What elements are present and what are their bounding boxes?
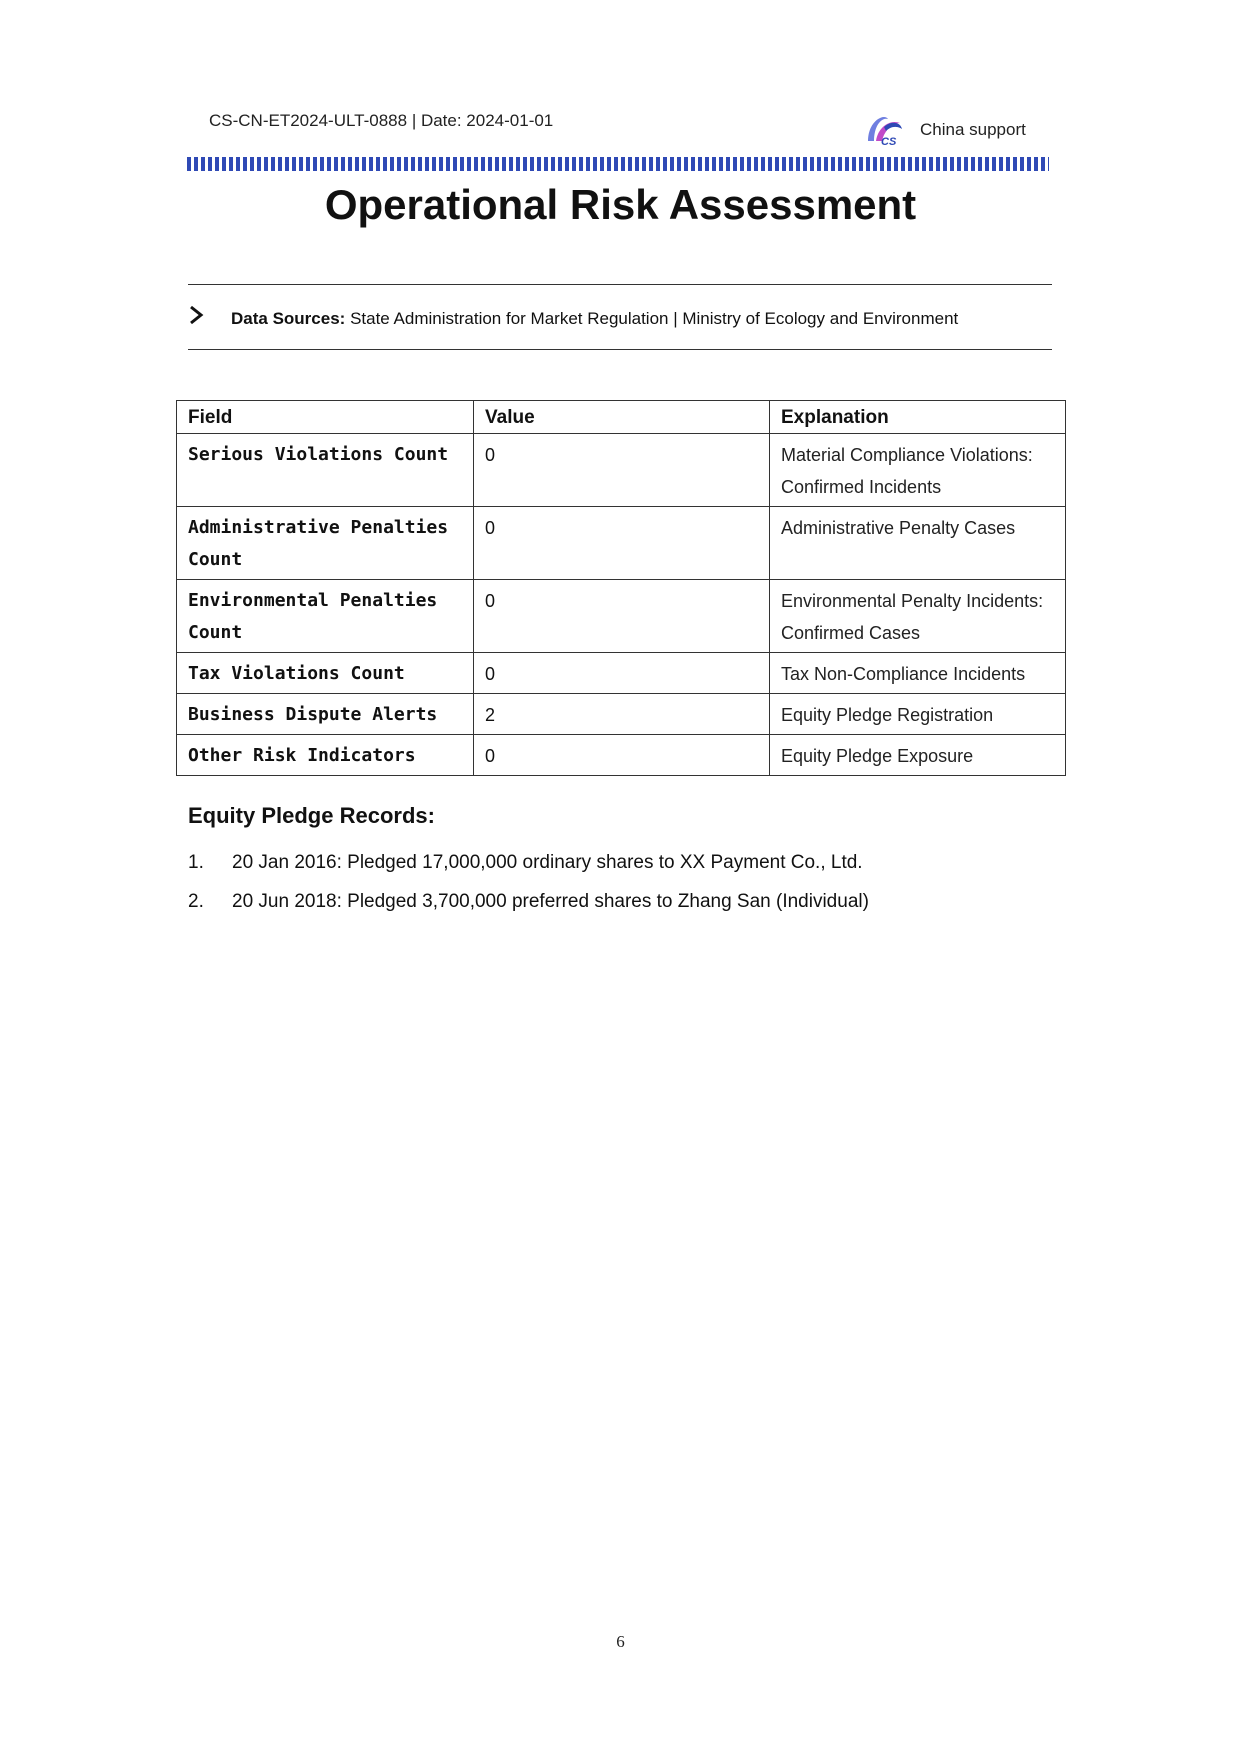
- table-row: [177, 507, 1066, 580]
- row-explanation: Tax Non-Compliance Incidents: [770, 653, 1066, 694]
- row-value: 0: [474, 507, 770, 580]
- row-explanation: Material Compliance Violations: Confirmed Incidents: [770, 434, 1066, 507]
- data-sources-text: State Administration for Market Regulation | Ministry of Ecology and Environment: [350, 309, 959, 328]
- risk-table: [176, 400, 1066, 776]
- equity-pledge-records-heading: Equity Pledge Records:: [188, 803, 435, 828]
- row-explanation: Environmental Penalty Incidents: Confirmed Cases: [770, 580, 1066, 653]
- cs-logo-icon: [862, 111, 904, 147]
- column-header-value: Value: [474, 401, 770, 434]
- chevron-right-icon: [188, 305, 204, 325]
- table-row: [177, 434, 1066, 507]
- list-item-number: 1.: [188, 852, 204, 873]
- column-header-explanation: Explanation: [770, 401, 1066, 434]
- table-row: [177, 735, 1066, 776]
- table-header-row: [177, 401, 1066, 434]
- list-item-number: 2.: [188, 891, 204, 912]
- row-field: Serious Violations Count: [177, 434, 474, 507]
- row-value: 2: [474, 694, 770, 735]
- row-explanation: Equity Pledge Registration: [770, 694, 1066, 735]
- row-explanation: Equity Pledge Exposure: [770, 735, 1066, 776]
- list-item: [188, 882, 869, 921]
- page-title: Operational Risk Assessment: [324, 181, 917, 228]
- row-value: 0: [474, 653, 770, 694]
- row-value: 0: [474, 735, 770, 776]
- row-value: 0: [474, 434, 770, 507]
- list-item-text: 20 Jan 2016: Pledged 17,000,000 ordinary shares to XX Payment Co., Ltd.: [232, 852, 863, 873]
- row-explanation: Administrative Penalty Cases: [770, 507, 1066, 580]
- row-field: Tax Violations Count: [177, 653, 474, 694]
- organization-name: China support: [920, 120, 1026, 139]
- list-item-text: 20 Jun 2018: Pledged 3,700,000 preferred shares to Zhang San (Individual): [232, 891, 869, 912]
- row-value: 0: [474, 580, 770, 653]
- document-reference: CS-CN-ET2024-ULT-0888 | Date: 2024-01-01: [209, 111, 554, 130]
- data-sources: [231, 309, 958, 329]
- data-sources-label: Data Sources:: [231, 309, 346, 328]
- list-item: [188, 843, 869, 882]
- svg-text:CS: CS: [881, 136, 897, 147]
- row-field: Other Risk Indicators: [177, 735, 474, 776]
- row-field: Environmental Penalties Count: [177, 580, 474, 653]
- header-divider: [187, 157, 1049, 171]
- column-header-field: Field: [177, 401, 474, 434]
- sources-top-rule: [188, 284, 1052, 285]
- page-number: 6: [616, 1632, 625, 1651]
- row-field: Administrative Penalties Count: [177, 507, 474, 580]
- sources-bottom-rule: [188, 349, 1052, 350]
- row-field: Business Dispute Alerts: [177, 694, 474, 735]
- table-row: [177, 694, 1066, 735]
- table-row: [177, 580, 1066, 653]
- table-row: [177, 653, 1066, 694]
- equity-pledge-list: [188, 843, 869, 921]
